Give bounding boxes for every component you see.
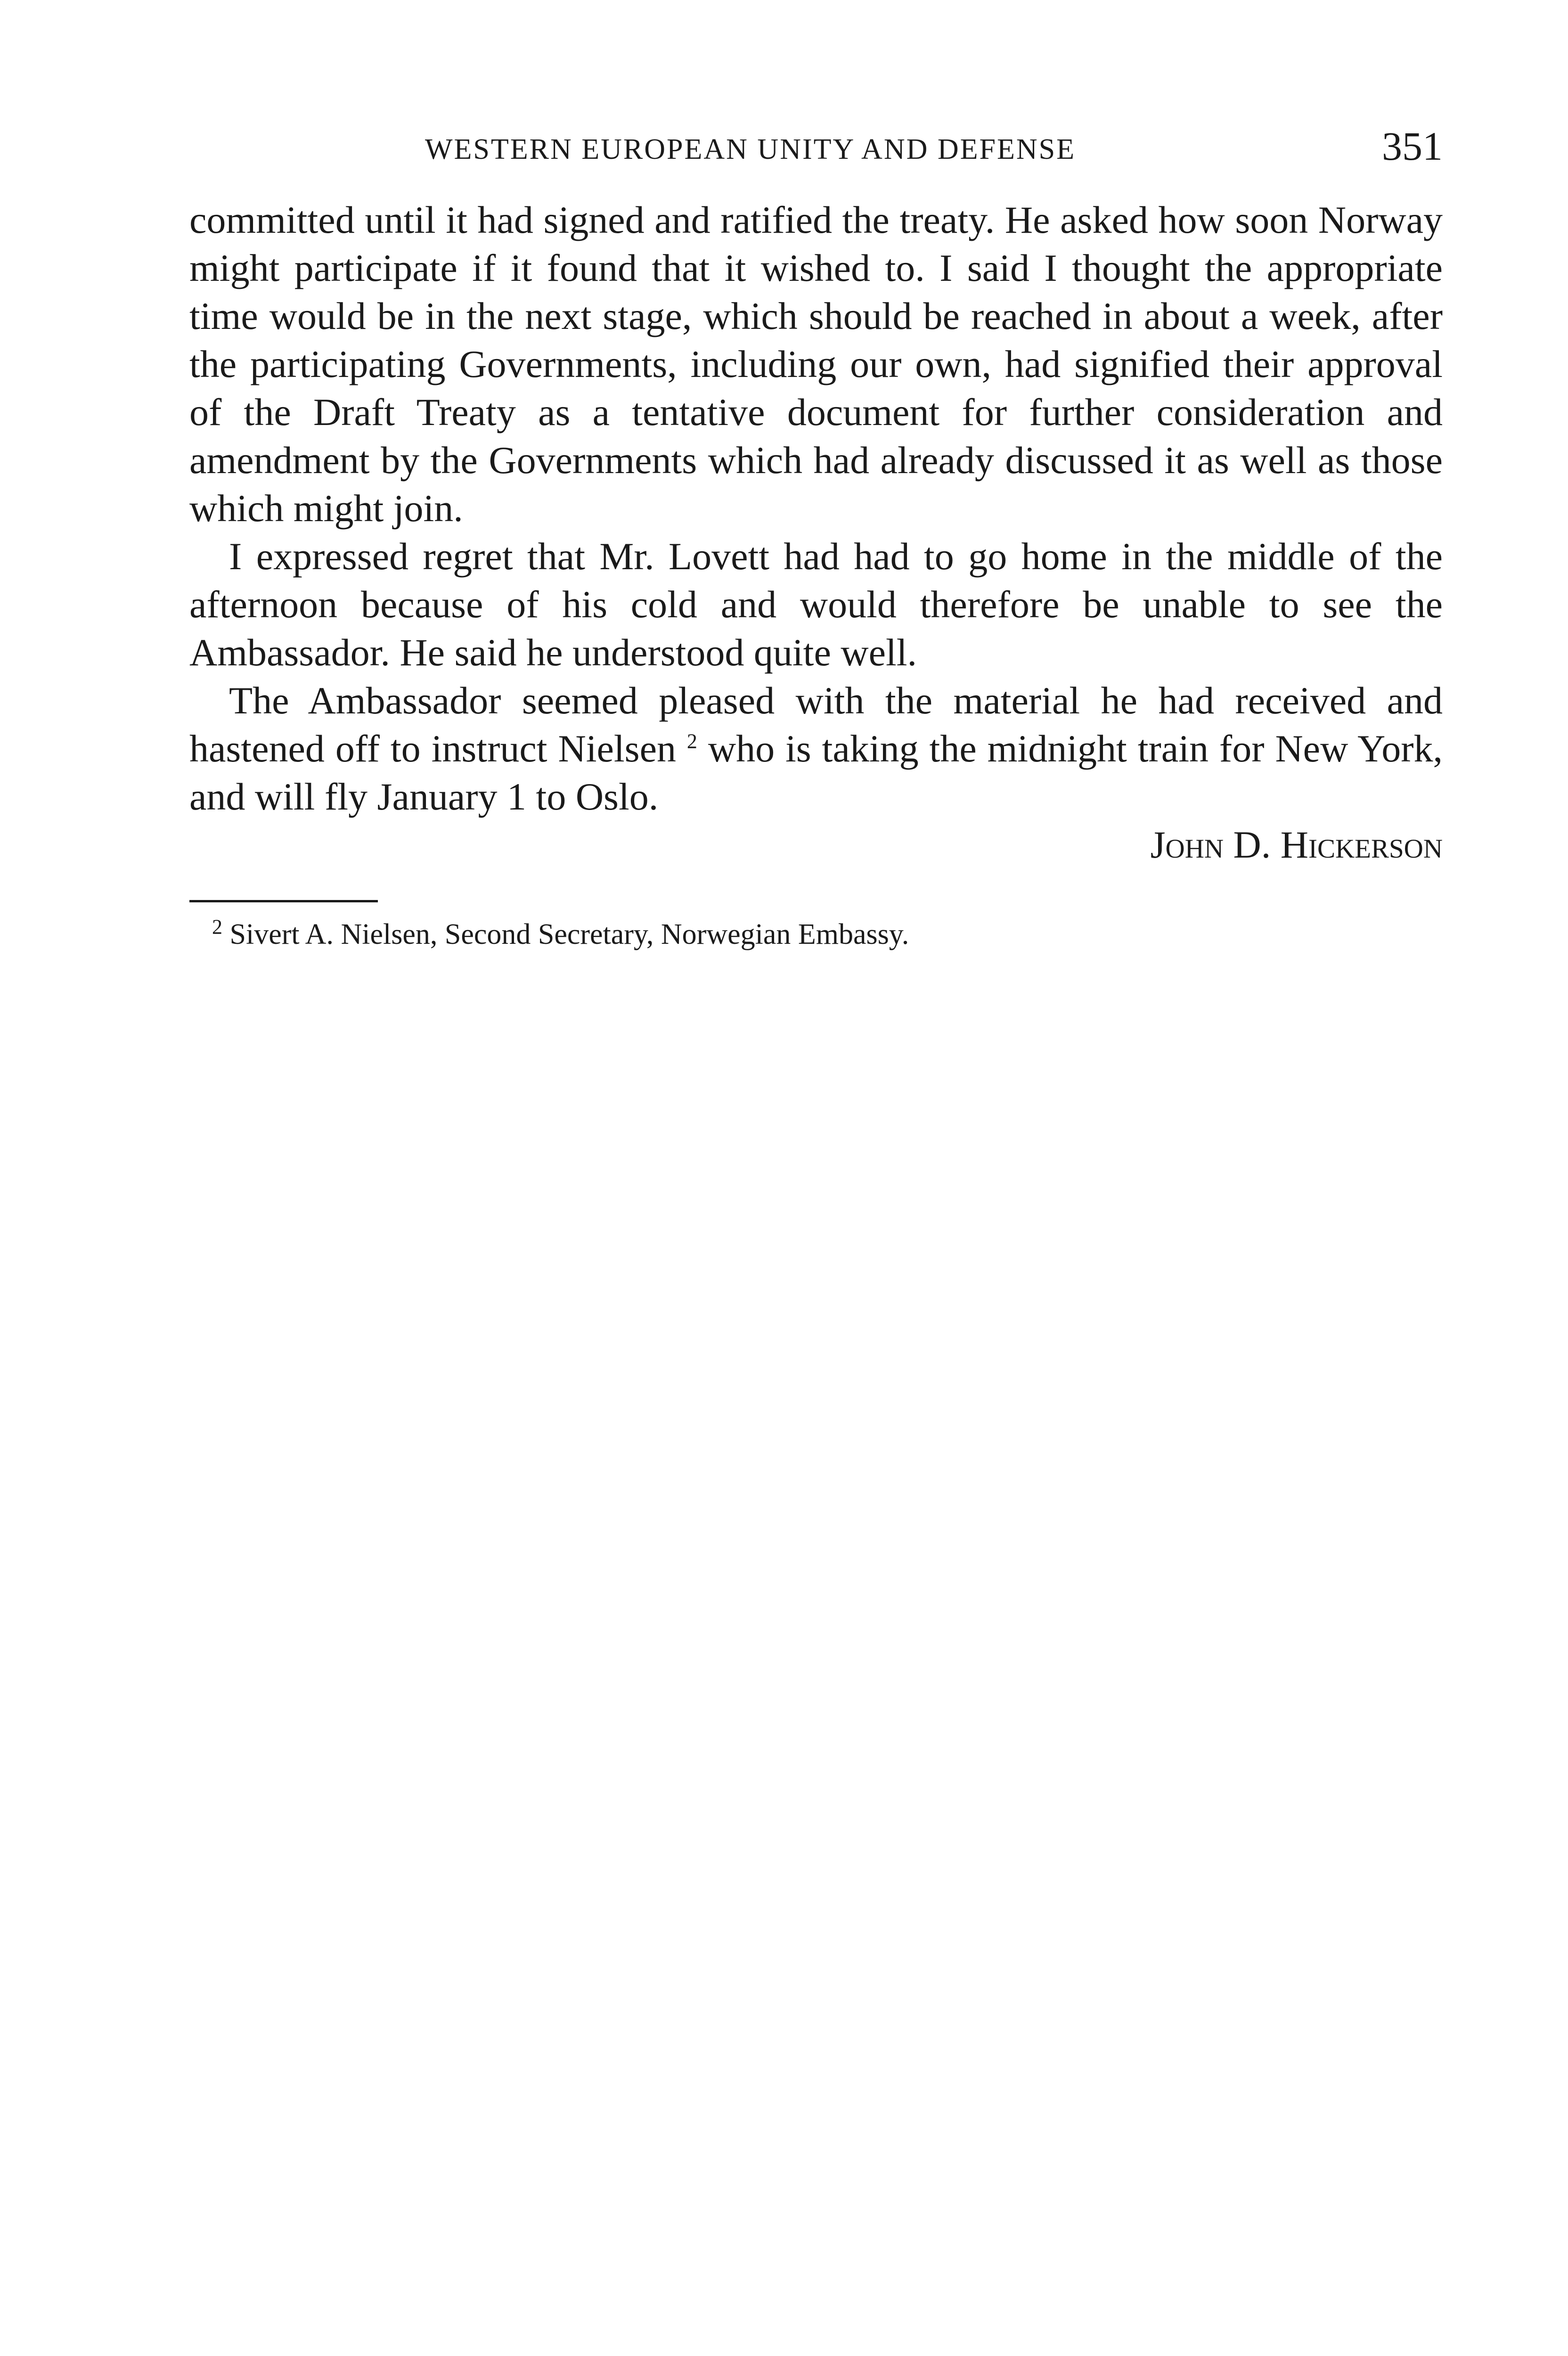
running-header — [189, 123, 1443, 174]
paragraph: I expressed regret that Mr. Lovett had had to go home in the middle of the afternoon because of his cold and would therefore be unable to see the Ambassador. He said he understood quite well. — [189, 535, 1443, 674]
signature-name: John D. Hickerson — [1150, 823, 1443, 866]
page-number: 351 — [1382, 123, 1443, 169]
footnote-reference: 2 — [686, 729, 697, 753]
paragraph: committed until it had signed and ratified the treaty. He asked how soon Norway might participate if it found that it wished to. I said I thought the appropriate time would be in the next stage, which should be reached in about a week, after the participating Governments, including our own, had signified their approval of the Draft Treaty as a tentative document for further consideration and amendment by the Governments which had already discussed it as well as those which might join. — [189, 198, 1443, 530]
paragraph-text: who is taking the midnight train for New York, and will fly January 1 to Oslo. — [189, 727, 1443, 818]
footnote-text: Sivert A. Nielsen, Second Secretary, Norwegian Embassy. — [229, 918, 909, 950]
paragraph-text: The Ambassador seemed pleased with the material he had received and hastened off to instruct Nielsen — [189, 679, 1443, 770]
body-text — [189, 196, 1443, 821]
footnote — [212, 916, 1443, 953]
footnote-divider — [189, 900, 378, 902]
page-content — [189, 123, 1443, 953]
paragraph — [189, 677, 1443, 821]
signature — [189, 821, 1443, 869]
running-title: WESTERN EUROPEAN UNITY AND DEFENSE — [425, 133, 1076, 165]
footnote-mark: 2 — [212, 915, 222, 939]
